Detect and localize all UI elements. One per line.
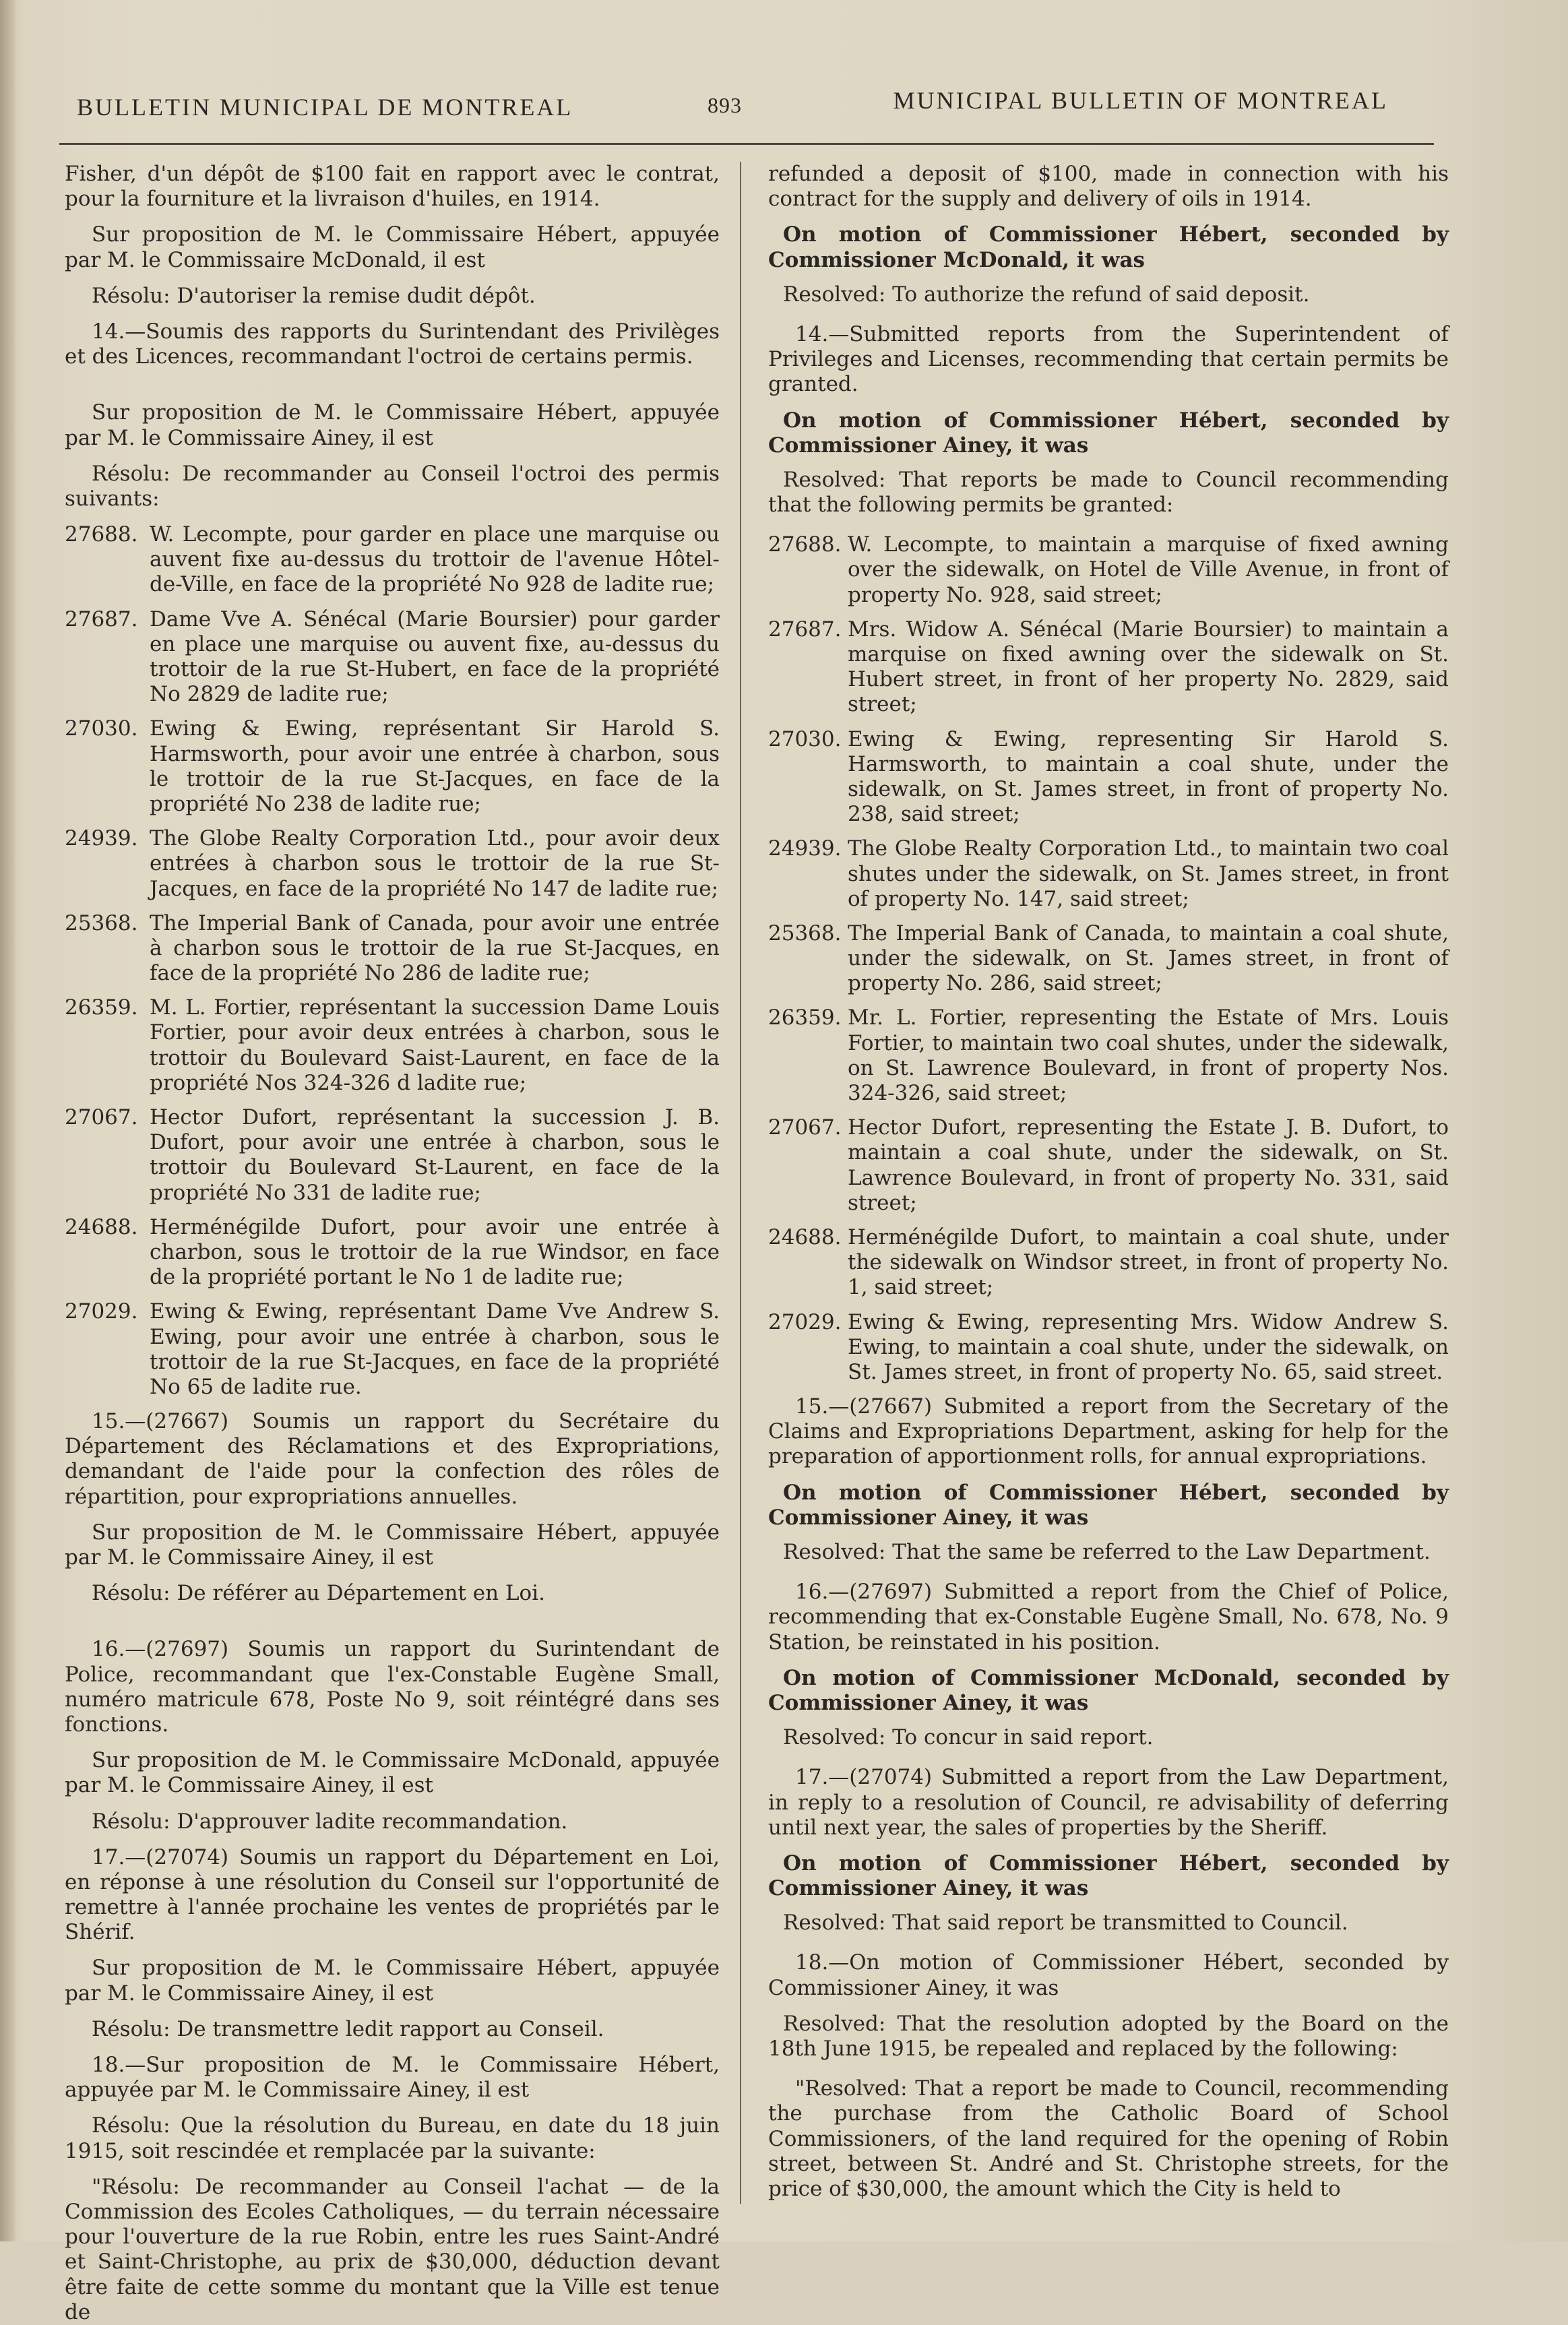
permit-number: 27030. — [65, 716, 138, 741]
motion-heading: On motion of Commissioner Hébert, seconded by Commissioner Ainey, it was — [768, 1851, 1449, 1901]
permit-entry — [65, 522, 720, 598]
permit-number: 27029. — [65, 1299, 138, 1324]
motion-heading: On motion of Commissioner Hébert, seconded by Commissioner Ainey, it was — [768, 1480, 1449, 1530]
permit-entry — [65, 716, 720, 817]
spacer — [65, 380, 720, 400]
item-17: 17.—(27074) Soumis un rapport du Département en Loi, en réponse à une résolution du Conseil sur l'opportunité de remettre à l'année prochaine les ventes de propriétés par le Shérif. — [65, 1844, 720, 1945]
paragraph: refunded a deposit of $100, made in connection with his contract for the supply and delivery of oils in 1914. — [768, 162, 1449, 212]
permit-entry — [65, 826, 720, 902]
permit-number: 27030. — [768, 726, 842, 751]
permit-entry — [65, 607, 720, 708]
resolution-text: Resolved: That the resolution adopted by the Board on the 18th June 1915, be repealed and replaced by the following: — [768, 2011, 1449, 2061]
french-column — [65, 162, 720, 2324]
permit-entry — [768, 532, 1449, 608]
permit-entry — [768, 836, 1449, 912]
item-17: 17.—(27074) Submitted a report from the Law Department, in reply to a resolution of Council, re advisability of deferring until next year, the sales of properties by the Sheriff. — [768, 1765, 1449, 1840]
permit-number: 25368. — [65, 910, 138, 935]
item-14: 14.—Submitted reports from the Superintendent of Privileges and Licenses, recommending that certain permits be granted. — [768, 321, 1449, 397]
permit-text: The Globe Realty Corporation Ltd., to maintain two coal shutes under the sidewalk, on St. James street, in front of property No. 147, said street; — [848, 836, 1449, 911]
permit-number: 26359. — [768, 1005, 842, 1030]
permit-entry — [768, 1115, 1449, 1216]
resolution-text: Résolu: Que la résolution du Bureau, en date du 18 juin 1915, soit rescindée et remplacée par la suivante: — [65, 2113, 720, 2163]
english-column — [768, 162, 1449, 2204]
resolution-text: Résolu: D'autoriser la remise dudit dépôt. — [92, 283, 536, 308]
permit-text: W. Lecompte, to maintain a marquise of fixed awning over the sidewalk, on Hotel de Ville Avenue, in front of property No. 928, said street; — [848, 532, 1449, 607]
motion-text: Sur proposition de M. le Commissaire Hébert, appuyée par M. le Commissaire Ainey, il est — [65, 400, 720, 450]
motion-text: Sur proposition de M. le Commissaire Hébert, appuyée par M. le Commissaire McDonald, il est — [65, 222, 720, 272]
permit-text: The Globe Realty Corporation Ltd., pour avoir deux entrées à charbon sous le trottoir de la rue St-Jacques, en face de la propriété No 147 de ladite rue; — [150, 826, 720, 901]
motion-text: Sur proposition de M. le Commissaire Hébert, appuyée par M. le Commissaire Ainey, il est — [65, 1956, 720, 2006]
permit-entry — [768, 1225, 1449, 1301]
header-rule — [59, 143, 1434, 145]
permit-text: Hector Dufort, representing the Estate J. B. Dufort, to maintain a coal shute, under the sidewalk, on St. Lawrence Boulevard, in front of property No. 331, said street; — [848, 1115, 1449, 1215]
permit-text: Ewing & Ewing, representing Sir Harold S. Harmsworth, to maintain a coal shute, under the sidewalk, on St. James street, in front of property No. 238, said street; — [848, 726, 1449, 827]
permit-number: 25368. — [768, 921, 842, 946]
permit-text: The Imperial Bank of Canada, to maintain a coal shute, under the sidewalk, on St. James street, in front of property No. 286, said street; — [848, 921, 1449, 996]
permit-text: W. Lecompte, pour garder en place une marquise ou auvent fixe au-dessus du trottoir de l'avenue Hôtel-de-Ville, en face de la propriété No 928 de ladite rue; — [150, 522, 720, 597]
item-15: 15.—(27667) Submited a report from the Secretary of the Claims and Expropriations Department, asking for help for the preparation of apportionment rolls, for annual expropriations. — [768, 1394, 1449, 1469]
running-header — [67, 80, 1429, 140]
item-15: 15.—(27667) Soumis un rapport du Secrétaire du Département des Réclamations et des Expropriations, demandant de l'aide pour la confection des rôles de répartition, pour expropriations annuelles. — [65, 1409, 720, 1509]
permit-number: 27067. — [768, 1115, 842, 1140]
permit-number: 27688. — [768, 532, 842, 557]
item-18: 18.—On motion of Commissioner Hébert, seconded by Commissioner Ainey, it was — [768, 1950, 1449, 2000]
permit-text: Herménégilde Dufort, to maintain a coal shute, under the sidewalk on Windsor street, in front of property No. 1, said street; — [848, 1224, 1449, 1300]
permit-text: Herménégilde Dufort, pour avoir une entrée à charbon, sous le trottoir de la rue Windsor, en face de la propriété portant le No 1 de ladite rue; — [150, 1214, 720, 1290]
permit-text: The Imperial Bank of Canada, pour avoir une entrée à charbon sous le trottoir de la rue St-Jacques, en face de la propriété No 286 de ladite rue; — [150, 910, 720, 986]
motion-heading: On motion of Commissioner Hébert, seconded by Commissioner McDonald, it was — [768, 222, 1449, 272]
header-english-title: MUNICIPAL BULLETIN OF MONTREAL — [893, 87, 1388, 114]
resolution-text: Resolved: That said report be transmitted to Council. — [783, 1911, 1348, 1935]
item-16: 16.—(27697) Soumis un rapport du Surintendant de Police, recommandant que l'ex-Constable Eugène Small, numéro matricule 678, Poste No 9, soit réintégré dans ses fonctions. — [65, 1637, 720, 1737]
header-french-title: BULLETIN MUNICIPAL DE MONTREAL — [77, 94, 573, 121]
paragraph: Fisher, d'un dépôt de $100 fait en rapport avec le contrat, pour la fourniture et la livraison d'huiles, en 1914. — [65, 162, 720, 212]
permit-number: 27067. — [65, 1105, 138, 1129]
permit-text: Mrs. Widow A. Sénécal (Marie Boursier) to maintain a marquise on fixed awning over the sidewalk on St. Hubert street, in front of her property No. 2829, said street; — [848, 617, 1449, 717]
permit-text: M. L. Fortier, représentant la succession Dame Louis Fortier, pour avoir deux entrées à charbon, sous le trottoir du Boulevard Saist-Laurent, en face de la propriété Nos 324-326 d ladite rue; — [150, 995, 720, 1095]
motion-heading: On motion of Commissioner McDonald, seconded by Commissioner Ainey, it was — [768, 1665, 1449, 1715]
permit-entry — [768, 727, 1449, 828]
resolution-text: Résolu: D'approuver ladite recommandation. — [92, 1809, 568, 1834]
column-divider — [740, 162, 741, 2204]
permit-entry — [65, 911, 720, 987]
permit-number: 24688. — [65, 1214, 138, 1239]
permit-entry — [65, 1299, 720, 1400]
permit-text: Hector Dufort, représentant la succession J. B. Dufort, pour avoir une entrée à charbon, sous le trottoir du Boulevard St-Laurent, en face de la propriété No 331 de ladite rue; — [150, 1105, 720, 1205]
permit-number: 27029. — [768, 1309, 842, 1334]
page-number: 893 — [708, 93, 742, 117]
permit-number: 24939. — [768, 836, 842, 861]
item-14: 14.—Soumis des rapports du Surintendant des Privilèges et des Licences, recommandant l'octroi de certains permis. — [65, 319, 720, 369]
motion-heading: On motion of Commissioner Hébert, seconded by Commissioner Ainey, it was — [768, 408, 1449, 458]
item-16: 16.—(27697) Submitted a report from the Chief of Police, recommending that ex-Constable Eugène Small, No. 678, No. 9 Station, be reinstated in his position. — [768, 1580, 1449, 1654]
permit-text: Mr. L. Fortier, representing the Estate of Mrs. Louis Fortier, to maintain two coal shutes, under the sidewalk, on St. Lawrence Boulevard, in front of property Nos. 324-326, said street; — [848, 1005, 1449, 1105]
permit-entry — [768, 617, 1449, 718]
permit-entry — [65, 1215, 720, 1291]
page-edge-shadow — [0, 0, 15, 2241]
permit-text: Ewing & Ewing, representing Mrs. Widow Andrew S. Ewing, to maintain a coal shute, under the sidewalk, on St. James street, in front of property No. 65, said street. — [848, 1309, 1449, 1384]
resolution-text: Résolu: De référer au Département en Loi. — [92, 1581, 545, 1606]
permit-number: 27688. — [65, 522, 138, 547]
permit-number: 27687. — [768, 617, 842, 642]
spacer — [65, 1617, 720, 1637]
permit-number: 24939. — [65, 826, 138, 851]
permit-entry — [768, 1005, 1449, 1106]
permit-number: 26359. — [65, 995, 138, 1020]
permit-number: 27687. — [65, 607, 138, 631]
permit-number: 24688. — [768, 1224, 842, 1249]
quoted-resolution: "Résolu: De recommander au Conseil l'achat — de la Commission des Ecoles Catholiques, — du terrain nécessaire pour l'ouverture de la rue Robin, entre les rues Saint-André et Saint-Christophe, au prix de $30,000, déduction devant être faite de cette somme du montant que la Ville est tenue de — [65, 2174, 720, 2324]
permit-entry — [768, 921, 1449, 997]
item-18: 18.—Sur proposition de M. le Commissaire Hébert, appuyée par M. le Commissaire Ainey, il est — [65, 2053, 720, 2103]
motion-text: Sur proposition de M. le Commissaire McDonald, appuyée par M. le Commissaire Ainey, il est — [65, 1748, 720, 1798]
resolution-text: Resolved: To authorize the refund of said deposit. — [783, 282, 1310, 307]
resolution-text: Résolu: De recommander au Conseil l'octroi des permis suivants: — [65, 461, 720, 511]
permit-entry — [65, 1105, 720, 1206]
motion-text: Sur proposition de M. le Commissaire Hébert, appuyée par M. le Commissaire Ainey, il est — [65, 1520, 720, 1570]
permit-entry — [65, 995, 720, 1096]
permit-text: Ewing & Ewing, représentant Sir Harold S. Harmsworth, pour avoir une entrée à charbon, sous le trottoir de la rue St-Jacques, en face de la propriété No 238 de ladite rue; — [150, 716, 720, 816]
permit-text: Ewing & Ewing, représentant Dame Vve Andrew S. Ewing, pour avoir une entrée à charbon, sous le trottoir de la rue St-Jacques, en face de la propriété No 65 de ladite rue. — [150, 1299, 720, 1399]
resolution-text: Résolu: De transmettre ledit rapport au Conseil. — [92, 2016, 604, 2041]
permit-entry — [768, 1310, 1449, 1386]
resolution-text: Resolved: That the same be referred to the Law Department. — [783, 1540, 1431, 1564]
resolution-text: Resolved: That reports be made to Council recommending that the following permits be granted: — [768, 467, 1449, 518]
permit-text: Dame Vve A. Sénécal (Marie Boursier) pour garder en place une marquise ou auvent fixe, au-dessus du trottoir de la rue St-Hubert, en face de la propriété No 2829 de ladite rue; — [150, 607, 720, 707]
resolution-text: Resolved: To concur in said report. — [783, 1725, 1154, 1750]
quoted-resolution: "Resolved: That a report be made to Council, recommending the purchase from the Catholic Board of School Commissioners, of the land required for the opening of Robin street, between St. André and St. Christophe streets, for the price of $30,000, the amount which the City is held to — [768, 2076, 1449, 2201]
